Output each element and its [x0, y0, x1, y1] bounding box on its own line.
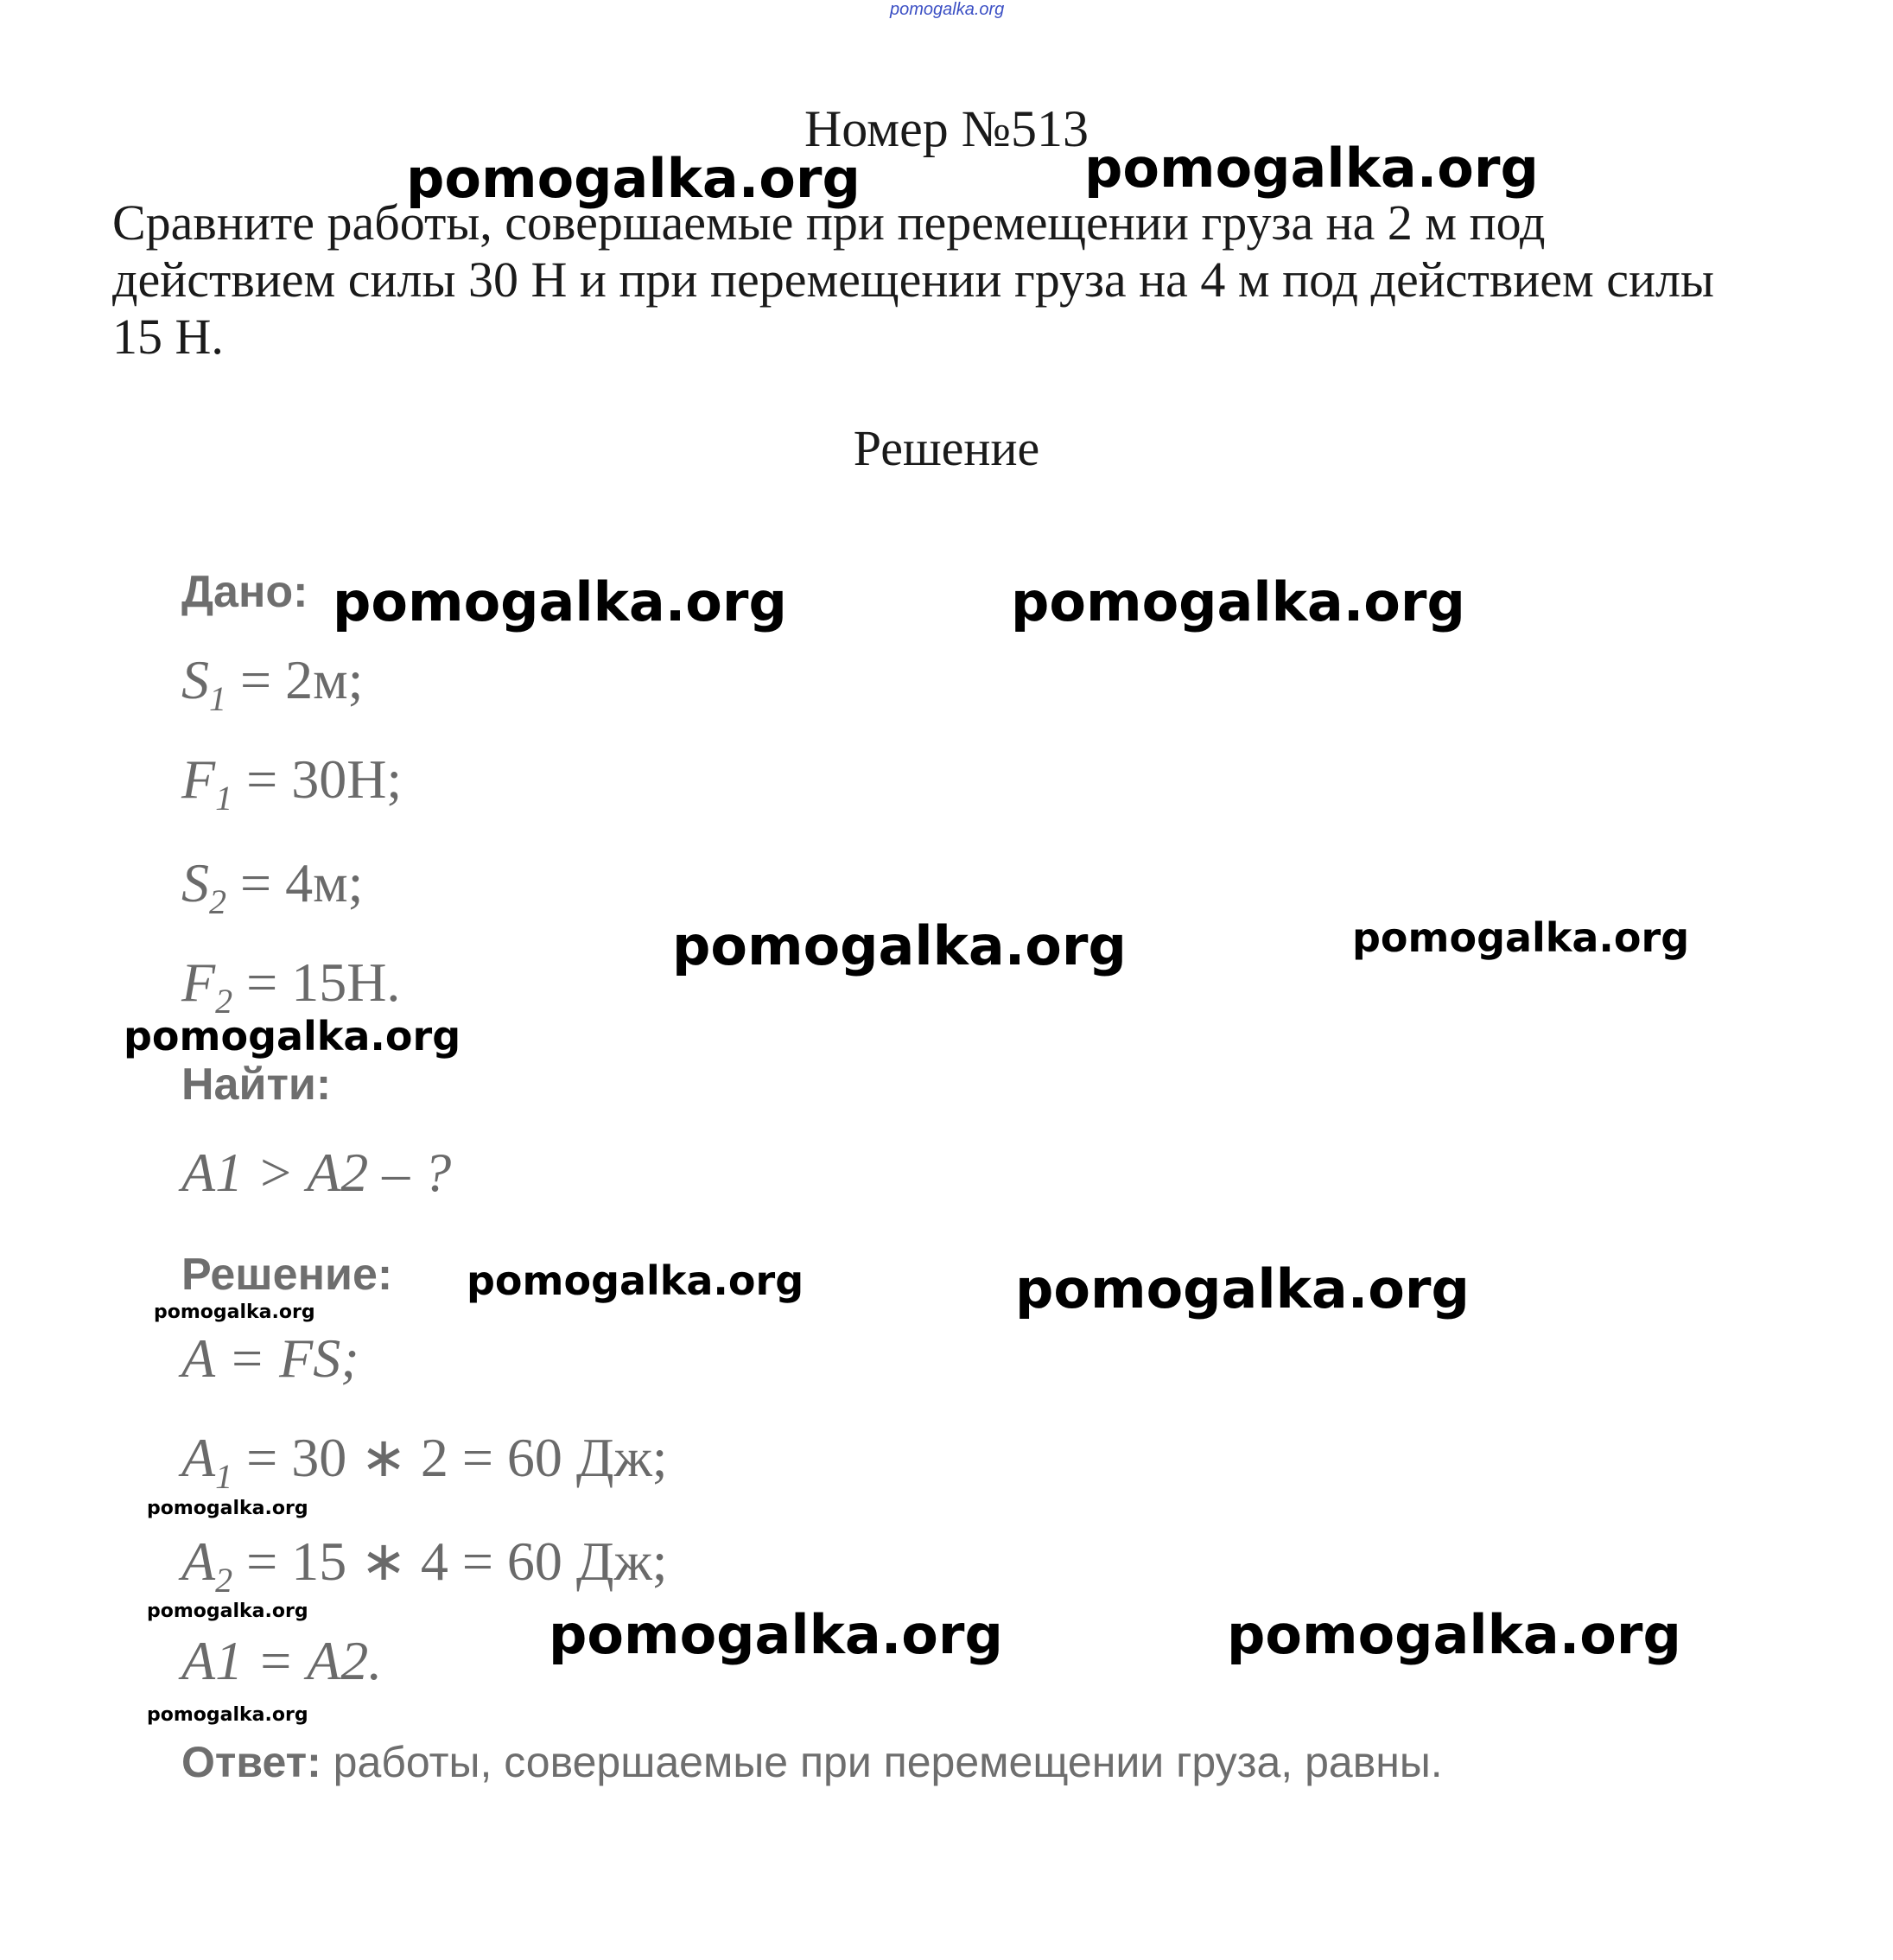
watermark: pomogalka.org	[549, 1603, 1003, 1666]
a2-calc: $A_2 = 15$ ∗ 4 = 60 Дж;	[181, 1530, 668, 1600]
solution-label: Решение:	[181, 1250, 393, 1300]
watermark: pomogalka.org	[1015, 1257, 1470, 1320]
find-label: Найти:	[181, 1060, 332, 1110]
solution-heading: Решение	[853, 420, 1040, 476]
watermark: pomogalka.org	[1352, 914, 1690, 961]
watermark: pomogalka.org	[147, 1498, 308, 1519]
a1-calc: $A_1 = 30$ ∗ 2 = 60 Дж;	[181, 1427, 668, 1496]
formula: A = FS;	[181, 1327, 359, 1389]
problem-statement: Сравните работы, совершаемые при перемещении груза на 2 м под действием силы 30 Н и при перемещении груза на 4 м под действием силы 15 Н.	[112, 194, 1714, 365]
watermark: pomogalka.org	[333, 570, 787, 633]
site-mark: pomogalka.org	[890, 0, 1005, 19]
watermark: pomogalka.org	[154, 1301, 315, 1323]
watermark: pomogalka.org	[406, 147, 861, 210]
watermark: pomogalka.org	[147, 1704, 308, 1726]
watermark: pomogalka.org	[1084, 137, 1539, 200]
watermark: pomogalka.org	[672, 914, 1127, 977]
given-f2: $F_2 = 15Н$.	[181, 951, 401, 1021]
find-expr: A1 > A2 – ?	[181, 1142, 452, 1203]
watermark: pomogalka.org	[124, 1013, 461, 1060]
watermark: pomogalka.org	[1011, 570, 1465, 633]
given-label: Дано:	[181, 567, 308, 617]
watermark: pomogalka.org	[467, 1257, 804, 1304]
page-title: Номер №513	[804, 100, 1089, 157]
answer: Ответ: работы, совершаемые при перемещении груза, равны.	[181, 1738, 1443, 1786]
given-s2: $S_2 = 4м$;	[181, 852, 364, 921]
given-s1: $S_1 = 2м$;	[181, 649, 364, 718]
result: A1 = A2.	[181, 1630, 383, 1691]
watermark: pomogalka.org	[147, 1600, 308, 1622]
watermark: pomogalka.org	[1227, 1603, 1681, 1666]
given-f1: $F_1 = 30Н$;	[181, 748, 403, 818]
